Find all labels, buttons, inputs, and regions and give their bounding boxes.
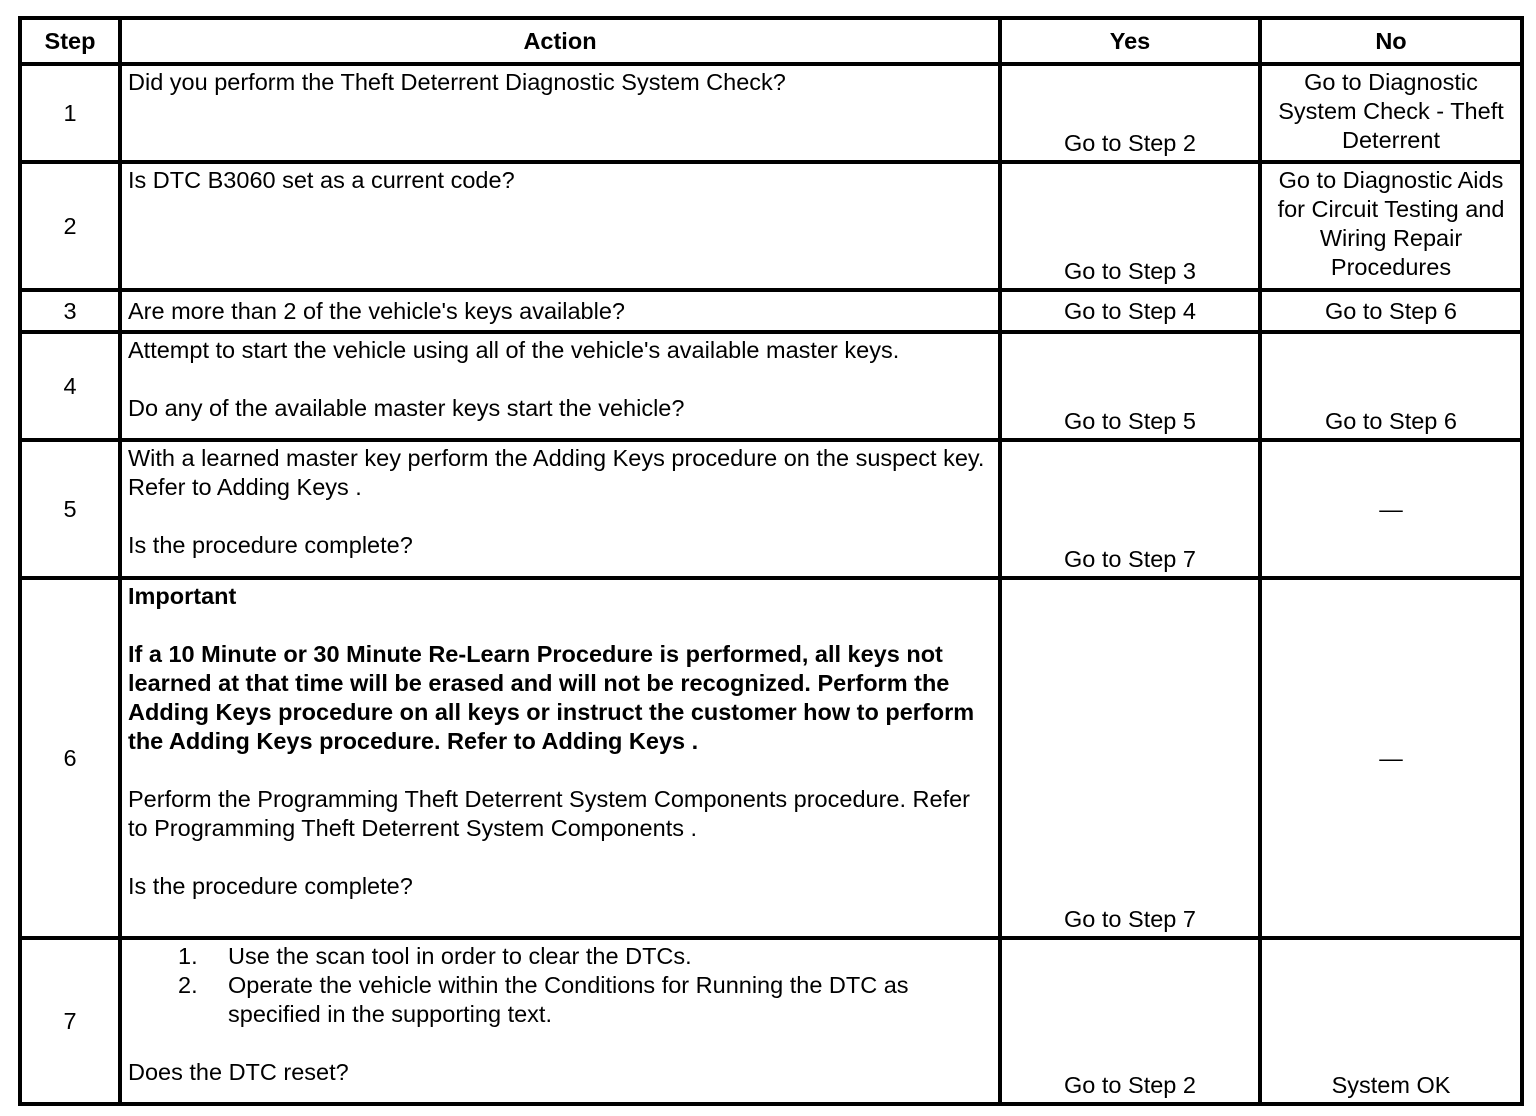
step-number: 6 (20, 578, 120, 938)
important-text: If a 10 Minute or 30 Minute Re-Learn Procedure is performed, all keys not learned at that time will be erased and will not be recognized. Perform the Adding Keys procedure on all keys or instruct the customer how to perform the Adding Keys procedure. Refer to Adding Keys . (128, 641, 975, 754)
list-item-number: 1. (178, 943, 198, 969)
no-cell: Go to Diagnostic Aids for Circuit Testing and Wiring Repair Procedures (1260, 162, 1522, 290)
action-cell (120, 578, 1000, 938)
action-question: Is the procedure complete? (128, 532, 413, 558)
action-cell (120, 332, 1000, 440)
no-cell: — (1260, 578, 1522, 938)
action-cell (120, 162, 1000, 290)
list-item-number: 2. (178, 972, 198, 998)
action-instruction: With a learned master key perform the Adding Keys procedure on the suspect key. Refer to Adding Keys . (128, 445, 985, 500)
table-row (20, 578, 1522, 938)
diagnostic-table (18, 16, 1524, 1106)
table-row (20, 64, 1522, 162)
yes-cell: Go to Step 7 (1000, 440, 1260, 578)
action-cell (120, 64, 1000, 162)
action-question: Does the DTC reset? (128, 1059, 349, 1085)
yes-cell: Go to Step 2 (1000, 64, 1260, 162)
yes-cell: Go to Step 2 (1000, 938, 1260, 1104)
action-question: Did you perform the Theft Deterrent Diagnostic System Check? (128, 69, 786, 95)
header-no: No (1260, 18, 1522, 64)
procedure-list (128, 942, 992, 1029)
action-instruction: Attempt to start the vehicle using all of the vehicle's available master keys. (128, 337, 900, 363)
list-item (178, 971, 992, 1029)
no-cell: Go to Diagnostic System Check - Theft Deterrent (1260, 64, 1522, 162)
header-yes: Yes (1000, 18, 1260, 64)
action-instruction: Perform the Programming Theft Deterrent System Components procedure. Refer to Programming Theft Deterrent System Components . (128, 786, 971, 841)
table-row (20, 938, 1522, 1104)
table-row (20, 440, 1522, 578)
step-number: 4 (20, 332, 120, 440)
header-step: Step (20, 18, 120, 64)
step-number: 3 (20, 290, 120, 332)
action-question: Do any of the available master keys start the vehicle? (128, 395, 685, 421)
no-cell: — (1260, 440, 1522, 578)
table-row (20, 332, 1522, 440)
no-cell: Go to Step 6 (1260, 290, 1522, 332)
list-item-text: Use the scan tool in order to clear the DTCs. (228, 943, 692, 969)
yes-cell: Go to Step 7 (1000, 578, 1260, 938)
table-row (20, 162, 1522, 290)
action-cell (120, 290, 1000, 332)
table-row (20, 290, 1522, 332)
action-cell (120, 938, 1000, 1104)
action-question: Is the procedure complete? (128, 873, 413, 899)
header-row (20, 18, 1522, 64)
action-question: Is DTC B3060 set as a current code? (128, 167, 515, 193)
header-action: Action (120, 18, 1000, 64)
step-number: 7 (20, 938, 120, 1104)
action-question: Are more than 2 of the vehicle's keys available? (128, 297, 625, 324)
no-cell: System OK (1260, 938, 1522, 1104)
step-number: 2 (20, 162, 120, 290)
step-number: 1 (20, 64, 120, 162)
yes-cell: Go to Step 5 (1000, 332, 1260, 440)
list-item (178, 942, 992, 971)
important-label: Important (128, 583, 237, 609)
no-cell: Go to Step 6 (1260, 332, 1522, 440)
yes-cell: Go to Step 3 (1000, 162, 1260, 290)
action-cell (120, 440, 1000, 578)
yes-cell: Go to Step 4 (1000, 290, 1260, 332)
list-item-text: Operate the vehicle within the Conditions for Running the DTC as specified in the supporting text. (228, 972, 909, 1027)
step-number: 5 (20, 440, 120, 578)
